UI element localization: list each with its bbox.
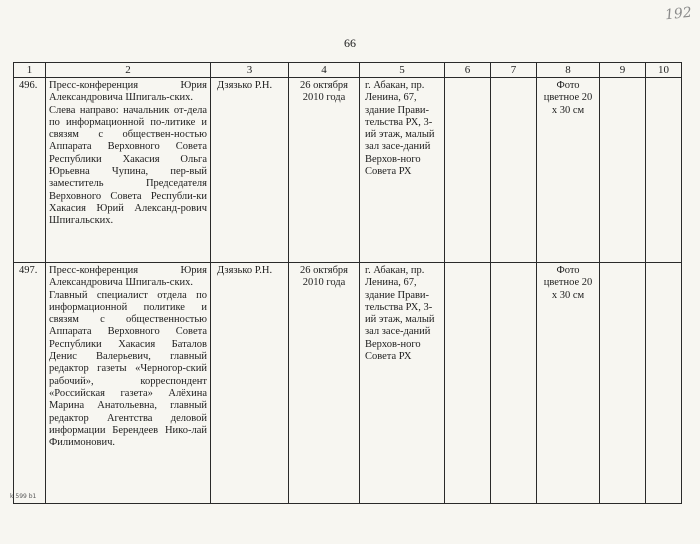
column-number: 4 (289, 63, 360, 78)
record-format: Фото цветное 20 х 30 см (537, 263, 600, 504)
record-format: Фото цветное 20 х 30 см (537, 78, 600, 263)
record-author: Дзязько Р.Н. (211, 263, 289, 504)
record-description-cell (46, 263, 211, 504)
record-col-7 (491, 263, 537, 504)
column-number: 9 (600, 63, 646, 78)
column-number: 5 (360, 63, 445, 78)
record-title: Пресс-конференция Юрия Александровича Шпигаль-ских. (49, 265, 207, 289)
column-number: 8 (537, 63, 600, 78)
record-date: 26 октября 2010 года (289, 78, 360, 263)
page-number: 66 (344, 36, 356, 50)
record-number: 497. (14, 263, 46, 504)
record-col-6 (445, 78, 491, 263)
photo-registry-table (13, 62, 682, 504)
column-number: 6 (445, 63, 491, 78)
column-number: 10 (646, 63, 682, 78)
column-number: 2 (46, 63, 211, 78)
record-author: Дзязько Р.Н. (211, 78, 289, 263)
record-col-9 (600, 263, 646, 504)
record-col-10 (646, 78, 682, 263)
archive-corner-mark: k 599 b1 (10, 493, 37, 500)
record-place: г. Абакан, пр. Ленина, 67, здание Прави-тельства РХ, 3-ий этаж, малый зал засе-даний Верхов-ного Совета РХ (360, 78, 445, 263)
record-description: Главный специалист отдела по информационной политике и связям с общественностью Аппарата Верховного Совета Республики Хакасия Баталов Денис Валерьевич, главный редактор газеты «Черногор-ский рабочий», корреспондент «Российская газета» Алёхина Марина Анатольевна, главный редактор Агентства деловой информации Берендеев Нико-лай Филимонович. (49, 289, 207, 449)
record-col-6 (445, 263, 491, 504)
table-row (14, 263, 682, 504)
record-col-9 (600, 78, 646, 263)
record-description: Слева направо: начальник от-дела по информационной по-литике и связям с обществен-ностью Аппарата Верховного Совета Республики Хакасия Ольга Юрьевна Чупина, пер-вый заместитель Председателя Верховного Совета Республи-ки Хакасия Юрий Александ-рович Шпигальских. (49, 104, 207, 227)
record-number: 496. (14, 78, 46, 263)
record-col-10 (646, 263, 682, 504)
record-place: г. Абакан, пр. Ленина, 67, здание Прави-тельства РХ, 3-ий этаж, малый зал засе-даний Верхов-ного Совета РХ (360, 263, 445, 504)
column-number: 3 (211, 63, 289, 78)
column-number: 1 (14, 63, 46, 78)
column-number-row (14, 63, 682, 78)
table-row (14, 78, 682, 263)
column-number: 7 (491, 63, 537, 78)
record-date: 26 октября 2010 года (289, 263, 360, 504)
record-title: Пресс-конференция Юрия Александровича Шпигаль-ских. (49, 80, 207, 104)
handwritten-page-note: 192 (664, 4, 693, 24)
record-col-7 (491, 78, 537, 263)
record-description-cell (46, 78, 211, 263)
